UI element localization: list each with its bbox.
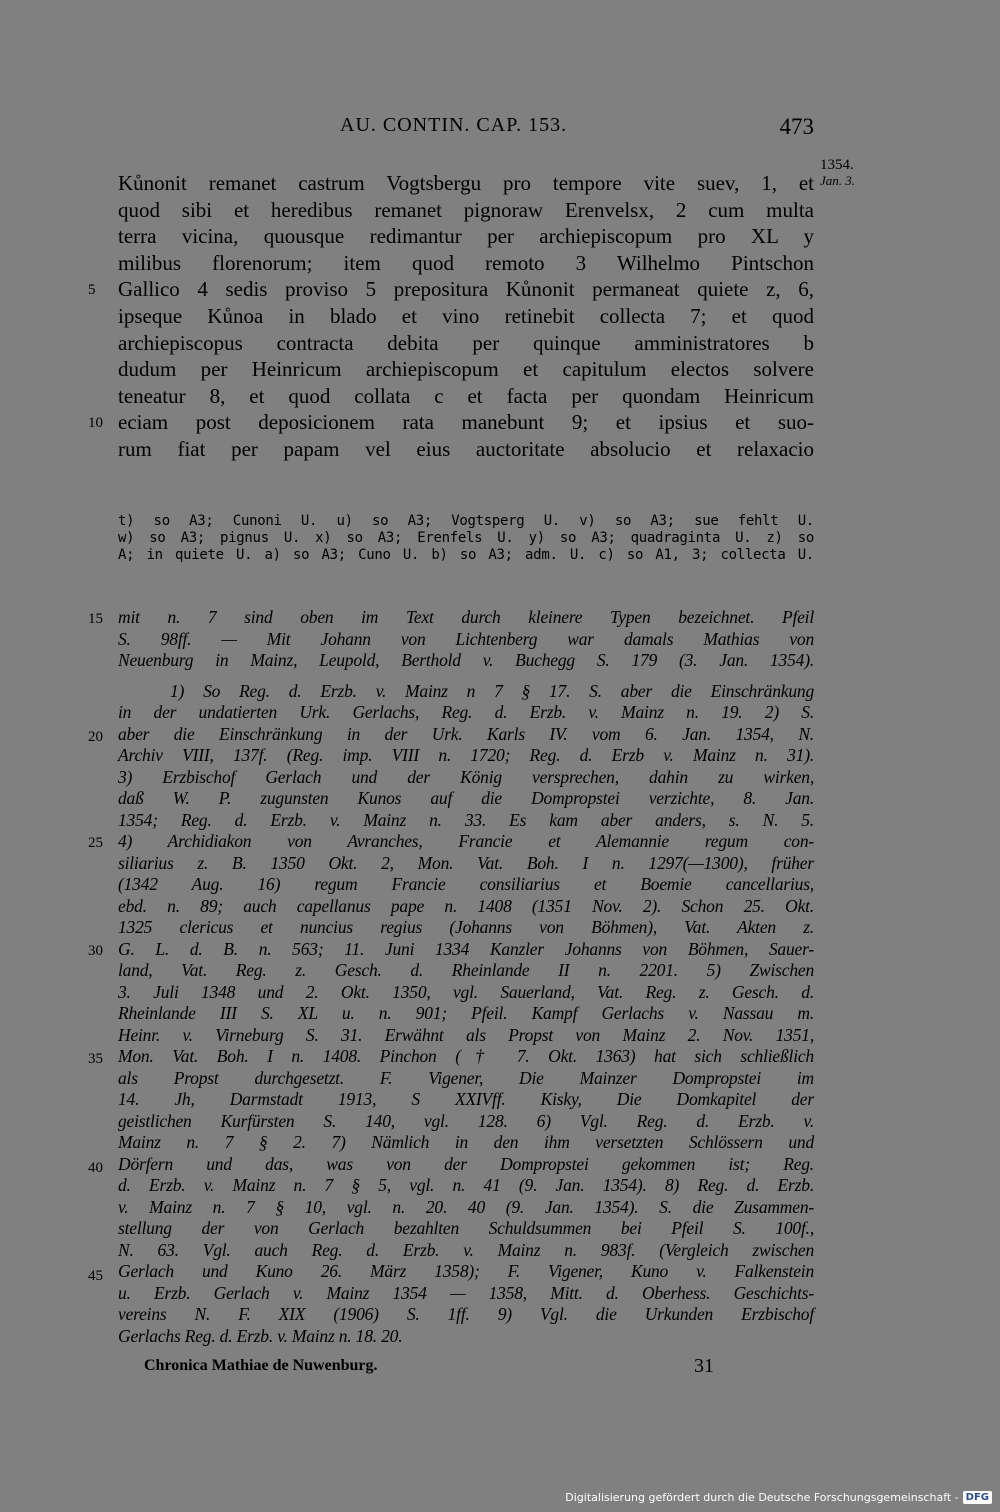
footnote-line: S. 98ff. — Mit Johann von Lichtenberg war damals Mathias von [118, 628, 814, 649]
line-number-45: 45 [88, 1268, 103, 1284]
footnote-line: daß W. P. zugunsten Kunos auf die Dompropstei verzichte, 8. Jan. [118, 788, 814, 808]
footnote-line: 3. Juli 1348 und 2. Okt. 1350, vgl. Sauerland, Vat. Reg. z. Gesch. d. [118, 981, 814, 1002]
footnote-line: d. Erzb. v. Mainz n. 7 § 5, vgl. n. 41 (9. Jan. 1354). 8) Reg. d. Erzb. [118, 1175, 814, 1195]
footnote-line: u. Erzb. Gerlach v. Mainz 1354 — 1358, Mitt. d. Oberhess. Geschichts- [118, 1282, 814, 1303]
footnote-line: Dörfern und das, was von der Dompropstei gekommen ist; Reg. [118, 1153, 814, 1174]
footnote-line: Neuenburg in Mainz, Leupold, Berthold v. Buchegg S. 179 (3. Jan. 1354). [118, 650, 814, 670]
footnote-line: Archiv VIII, 137f. (Reg. imp. VIII n. 1720; Reg. d. Erzb v. Mainz n. 31). [118, 745, 814, 765]
page-footer [118, 1357, 814, 1381]
footnote-line: Rheinlande III S. XL u. n. 901; Pfeil. Kampf Gerlachs v. Nassau m. [118, 1003, 814, 1023]
footnote-line: Mainz n. 7 § 2. 7) Nämlich in den ihm versetzten Schlössern und [118, 1132, 814, 1152]
variant-line: A; in quiete U. a) so A3; Cuno U. b) so A3; adm. U. c) so A1, 3; collecta U. [118, 547, 814, 563]
footnote-line: Gerlachs Reg. d. Erzb. v. Mainz n. 18. 20. [118, 1325, 403, 1346]
credit-text: Digitalisierung gefördert durch die Deutsche Forschungsgemeinschaft - [565, 1491, 959, 1504]
footnote-line: geistlichen Kurfürsten S. 140, vgl. 128. 6) Vgl. Reg. d. Erzb. v. [118, 1110, 814, 1131]
main-text-line: eciam post deposicionem rata manebunt 9; et ipsius et suo- [118, 410, 814, 435]
running-head: AU. CONTIN. CAP. 153. [340, 114, 568, 136]
footnote-line: (1342 Aug. 16) regum Francie consiliarius et Boemie cancellarius, [118, 874, 814, 894]
main-text-line: teneatur 8, et quod collata c et facta per quondam Heinricum [118, 383, 814, 408]
footnote-line: 1325 clericus et nuncius regius (Johanns von Böhmen), Vat. Akten z. [118, 917, 814, 937]
footnote-line: land, Vat. Reg. z. Gesch. d. Rheinlande II n. 2201. 5) Zwischen [118, 960, 814, 980]
footnote-line: 3) Erzbischof Gerlach und der König versprechen, dahin zu wirken, [118, 766, 814, 787]
footnote-line: v. Mainz n. 7 § 10, vgl. n. 20. 40 (9. Jan. 1354). S. die Zusammen- [118, 1196, 814, 1217]
dfg-logo-icon: DFG [963, 1491, 992, 1504]
main-text-line: archiepiscopus contracta debita per quinque amministratores b [118, 330, 814, 355]
footnote-line: Heinr. v. Virneburg S. 31. Erwähnt als Propst von Mainz 2. Nov. 1351, [118, 1024, 814, 1045]
main-text-line: terra vicina, quousque redimantur per archiepiscopum pro XL y [118, 224, 814, 249]
margin-date-note [820, 158, 855, 188]
footnote-line: vereins N. F. XIX (1906) S. 1ff. 9) Vgl. die Urkunden Erzbischof [118, 1304, 814, 1324]
main-text-line: quod sibi et heredibus remanet pignoraw Erenvelsx, 2 cum multa [118, 197, 814, 222]
main-text-line: Gallico 4 sedis proviso 5 prepositura Kůnonit permaneat quiete z, 6, [118, 277, 814, 302]
footnote-line: 14. Jh, Darmstadt 1913, S XXIVff. Kisky, Die Domkapitel der [118, 1089, 814, 1109]
footnote-line: G. L. d. B. n. 563; 11. Juni 1334 Kanzler Johanns von Böhmen, Sauer- [118, 938, 814, 959]
footnote-line: siliarius z. B. 1350 Okt. 2, Mon. Vat. Boh. I n. 1297(—1300), früher [118, 852, 814, 873]
line-number-25: 25 [88, 835, 103, 851]
footnote-line: N. 63. Vgl. auch Reg. d. Erzb. v. Mainz n. 983f. (Vergleich zwischen [118, 1239, 814, 1260]
page-number: 473 [779, 114, 814, 139]
printer-signature: Chronica Mathiae de Nuwenburg. [144, 1357, 378, 1374]
line-number-20: 20 [88, 729, 103, 745]
line-number-5: 5 [88, 282, 96, 298]
main-latin-text [118, 170, 814, 463]
footnote-line: 4) Archidiakon von Avranches, Francie et Alemannie regum con- [118, 831, 814, 851]
footnote-line: ebd. n. 89; auch capellanus pape n. 1408 (1351 Nov. 2). Schon 25. Okt. [118, 895, 814, 916]
main-text-line: Kůnonit remanet castrum Vogtsbergu pro tempore vite suev, 1, et [118, 171, 814, 195]
line-number-15: 15 [88, 611, 103, 627]
margin-year: 1354. [820, 157, 854, 173]
footnote-line: aber die Einschränkung in der Urk. Karls IV. vom 6. Jan. 1354, N. [118, 723, 814, 744]
footnote-line: 1354; Reg. d. Erzb. v. Mainz n. 33. Es kam aber anders, s. N. 5. [118, 809, 814, 830]
margin-day: Jan. 3. [820, 173, 856, 188]
main-text-line: milibus florenorum; item quod remoto 3 Wilhelmo Pintschon [118, 250, 814, 275]
main-text-line: rum fiat per papam vel eius auctoritate absolucio et relaxacio [118, 436, 814, 461]
variant-line: w) so A3; pignus U. x) so A3; Erenfels U. y) so A3; quadraginta U. z) so [118, 530, 814, 546]
footnote-line: stellung der von Gerlach bezahlten Schuldsummen bei Pfeil S. 100f., [118, 1218, 814, 1238]
footnotes [118, 607, 814, 1347]
line-number-40: 40 [88, 1160, 103, 1176]
sheet-number: 31 [694, 1355, 714, 1377]
footnote-line: in der undatierten Urk. Gerlachs, Reg. d. Erzb. v. Mainz n. 19. 2) S. [118, 702, 814, 722]
footnote-line: 1) So Reg. d. Erzb. v. Mainz n 7 § 17. S. aber die Einschränkung [170, 680, 814, 701]
main-text-line: ipseque Kůnoa in blado et vino retinebit collecta 7; et quod [118, 303, 814, 328]
digitization-credit [565, 1491, 992, 1504]
line-number-35: 35 [88, 1051, 103, 1067]
variant-line: t) so A3; Cunoni U. u) so A3; Vogtsperg U. v) so A3; sue fehlt U. [118, 513, 814, 529]
footnote-line: Gerlach und Kuno 26. März 1358); F. Vigener, Kuno v. Falkenstein [118, 1261, 814, 1281]
textual-variants [118, 513, 814, 564]
main-text-line: dudum per Heinricum archiepiscopum et capitulum electos solvere [118, 357, 814, 382]
footnote-line: mit n. 7 sind oben im Text durch kleinere Typen bezeichnet. Pfeil [118, 607, 814, 627]
footnote-line: als Propst durchgesetzt. F. Vigener, Die Mainzer Dompropstei im [118, 1067, 814, 1088]
line-number-10: 10 [88, 415, 103, 431]
page-header [118, 114, 814, 146]
footnote-line: Mon. Vat. Boh. I n. 1408. Pinchon († 7. Okt. 1363) hat sich schließlich [118, 1046, 814, 1066]
line-number-30: 30 [88, 943, 103, 959]
